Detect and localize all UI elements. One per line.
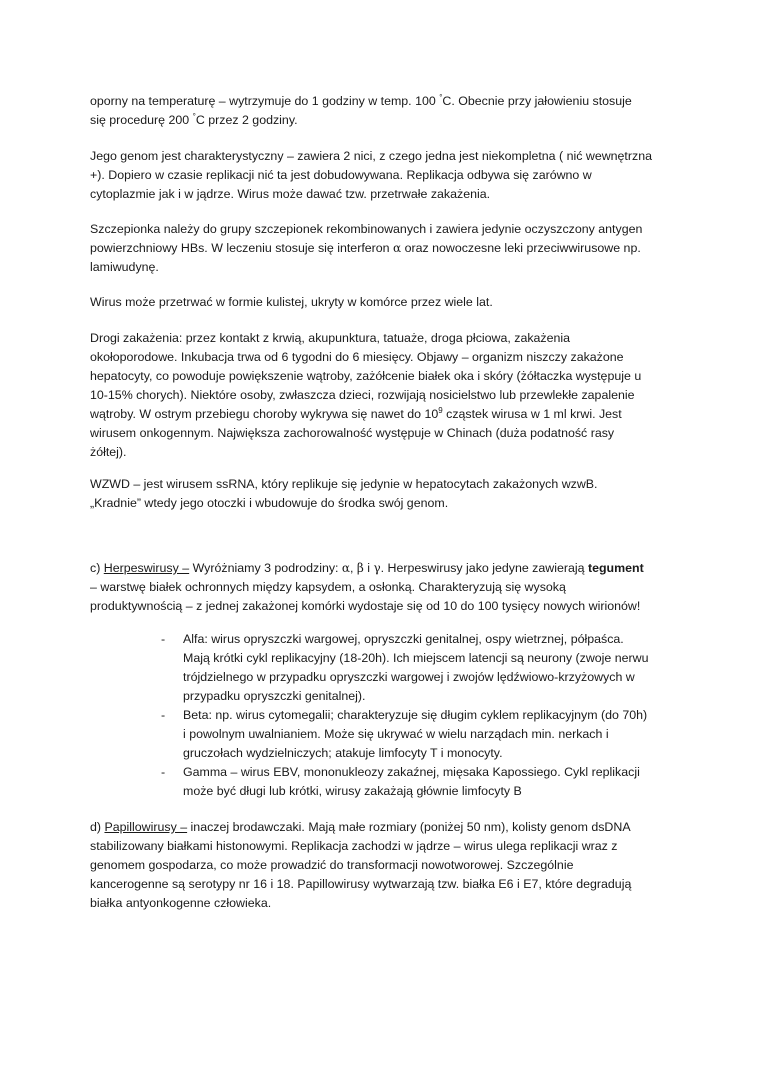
text-line: lamiwudynę. — [90, 260, 159, 274]
text-span: . Herpeswirusy jako jedyne zawierają — [380, 561, 588, 575]
text-span: C przez 2 godziny. — [195, 113, 298, 127]
text-span: powierzchniowy HBs. W leczeniu stosuje się interferon — [90, 241, 394, 255]
list-dash: - — [161, 765, 166, 779]
section-title-papillowirusy: Papillowirusy – — [104, 820, 188, 834]
paragraph-transmission — [90, 329, 682, 462]
text-line: Gamma – wirus EBV, mononukleozy zakaźnej, mięsaka Kapossiego. Cykl replikacji — [183, 765, 640, 779]
text-line: Beta: np. wirus cytomegalii; charakteryzuje się długim cyklem replikacyjnym (do 70h) — [183, 708, 648, 722]
text-span: C. Obecnie przy jałowieniu stosuje — [442, 94, 632, 108]
paragraph-temperature — [90, 92, 682, 130]
text-line: okołoporodowe. Inkubacja trwa od 6 tygodni do 6 miesięcy. Objawy – organizm niszczy zakażone — [90, 350, 624, 364]
text-line: żółtej). — [90, 445, 127, 459]
section-prefix: c) — [90, 561, 104, 575]
text-line — [90, 559, 682, 578]
text-line: Drogi zakażenia: przez kontakt z krwią, akupunktura, tatuaże, droga płciowa, zakażenia — [90, 331, 571, 345]
text-line: gruczołach wydzielniczych; atakuje limfocyty T i monocyty. — [183, 746, 503, 760]
text-line — [90, 818, 682, 837]
text-line: Mają krótki cykl replikacyjny (18-20h). Ich miejscem latencji są neurony (zwoje nerwu — [183, 651, 649, 665]
text-span: cząstek wirusa w 1 ml krwi. Jest — [442, 407, 622, 421]
paragraph-hdv — [90, 475, 682, 513]
text-line: wirusem onkogennym. Największa zachorowalność występuje w Chinach (duża podatność rasy — [90, 426, 615, 440]
degree-superscript: ° — [192, 112, 196, 121]
section-title-herpeswirusy: Herpeswirusy – — [103, 561, 190, 575]
text-span: wątroby. W ostrym przebiegu choroby wykrywa się nawet do 10 — [90, 407, 439, 421]
text-line: Jego genom jest charakterystyczny – zawiera 2 nici, z czego jedna jest niekompletna ( nić wewnętrzna — [90, 149, 652, 163]
paragraph-genome — [90, 147, 682, 204]
text-line — [90, 111, 682, 130]
gamma-symbol: γ — [373, 561, 381, 575]
text-line: cytoplazmie jak i w jądrze. Wirus może dawać tzw. przetrwałe zakażenia. — [90, 187, 491, 201]
text-span: oporny na temperaturę – wytrzymuje do 1 godziny w temp. 100 — [90, 94, 440, 108]
alpha-symbol: α — [393, 241, 402, 255]
text-line: WZWD – jest wirusem ssRNA, który replikuje się jedynie w hepatocytach zakażonych wzwB. — [90, 477, 598, 491]
paragraph-persistence — [90, 293, 682, 312]
herpes-subfamily-list — [161, 630, 706, 801]
list-dash: - — [161, 632, 166, 646]
text-span: inaczej brodawczaki. Mają małe rozmiary (poniżej 50 nm), kolisty genom dsDNA — [187, 820, 631, 834]
paragraph-papillomaviruses — [90, 818, 682, 913]
text-line — [90, 405, 682, 424]
text-line: białka antyonkogenne człowieka. — [90, 896, 272, 910]
text-line: przypadku opryszczki genitalnej). — [183, 689, 366, 703]
text-span: oraz nowoczesne leki przeciwwirusowe np. — [401, 241, 641, 255]
bold-term: tegument — [587, 561, 644, 575]
section-prefix: d) — [90, 820, 105, 834]
list-item-alfa — [161, 630, 706, 706]
text-line — [90, 239, 682, 258]
paragraph-vaccine — [90, 220, 682, 277]
alpha-symbol: α — [341, 561, 351, 575]
text-line: trójdzielnego w przypadku opryszczki wargowej i zwojów lędźwiowo-krzyżowych w — [183, 670, 635, 684]
text-line: genomem gospodarza, co może prowadzić do transformacji nowotworowej. Szczególnie — [90, 858, 574, 872]
text-line: i powolnym uwalnianiem. Może się ukrywać w wielu narządach min. nerkach i — [183, 727, 609, 741]
text-span: , — [350, 561, 357, 575]
text-line: 10-15% chorych). Niektóre osoby, zwłaszcza dzieci, rozwijają nosicielstwo lub przewlekłe zapalenie — [90, 388, 635, 402]
degree-superscript: ° — [439, 93, 443, 102]
text-line: Alfa: wirus opryszczki wargowej, opryszczki genitalnej, ospy wietrznej, półpaśca. — [183, 632, 624, 646]
text-line: „Kradnie” wtedy jego otoczki i wbudowuje do środka swój genom. — [90, 496, 449, 510]
list-dash: - — [161, 708, 166, 722]
text-line: Wirus może przetrwać w formie kulistej, ukryty w komórce przez wiele lat. — [90, 295, 493, 309]
list-item-beta — [161, 706, 706, 763]
text-span: i — [363, 561, 374, 575]
list-item-gamma — [161, 763, 706, 801]
beta-symbol: β — [356, 561, 364, 575]
text-line: Szczepionka należy do grupy szczepionek rekombinowanych i zawiera jedynie oczyszczony antygen — [90, 222, 643, 236]
text-line: kancerogenne są serotypy nr 16 i 18. Papillowirusy wytwarzają tzw. białka E6 i E7, które degradują — [90, 877, 632, 891]
text-span: Wyróżniamy 3 podrodziny: — [189, 561, 342, 575]
text-line: hepatocyty, co powoduje powiększenie wątroby, zażółcenie białek oka i skóry (żółtaczka występuje u — [90, 369, 642, 383]
text-line: – warstwę białek ochronnych między kapsydem, a osłonką. Charakteryzują się wysoką — [90, 580, 566, 594]
text-span: się procedurę 200 — [90, 113, 193, 127]
text-line: produktywnością – z jednej zakażonej komórki wydostaje się od 10 do 100 tysięcy nowych wirionów! — [90, 599, 641, 613]
paragraph-herpesviruses — [90, 559, 682, 616]
text-line: +). Dopiero w czasie replikacji nić ta jest dobudowywana. Replikacja odbywa się zarówno w — [90, 168, 592, 182]
text-line: może być długi lub krótki, wirusy zakażają głównie limfocyty B — [183, 784, 522, 798]
text-line — [90, 92, 682, 111]
text-line: stabilizowany białkami histonowymi. Replikacja zachodzi w jądrze – wirus ulega replikacji wraz z — [90, 839, 618, 853]
exponent-superscript: 9 — [438, 406, 443, 415]
